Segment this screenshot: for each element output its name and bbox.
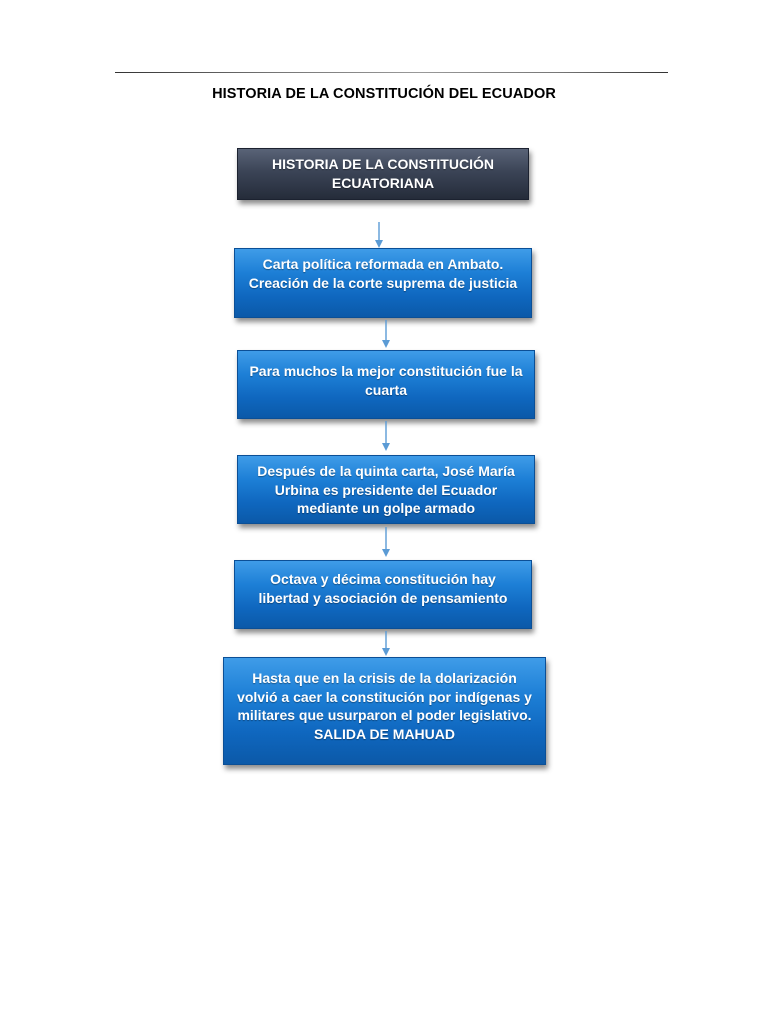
- step-box-1: Carta política reformada en Ambato. Creación de la corte suprema de justicia: [234, 248, 532, 318]
- page-title: HISTORIA DE LA CONSTITUCIÓN DEL ECUADOR: [212, 86, 556, 102]
- step-box-3: Después de la quinta carta, José María Urbina es presidente del Ecuador mediante un golpe armado: [237, 455, 535, 524]
- header-box: HISTORIA DE LA CONSTITUCIÓN ECUATORIANA: [237, 148, 529, 200]
- step-box-4: Octava y décima constitución hay libertad y asociación de pensamiento: [234, 560, 532, 629]
- step-box-2: Para muchos la mejor constitución fue la cuarta: [237, 350, 535, 419]
- step-box-5: Hasta que en la crisis de la dolarización volvió a caer la constitución por indígenas y militares que usurparon el poder legislativo. SALIDA DE MAHUAD: [223, 657, 546, 765]
